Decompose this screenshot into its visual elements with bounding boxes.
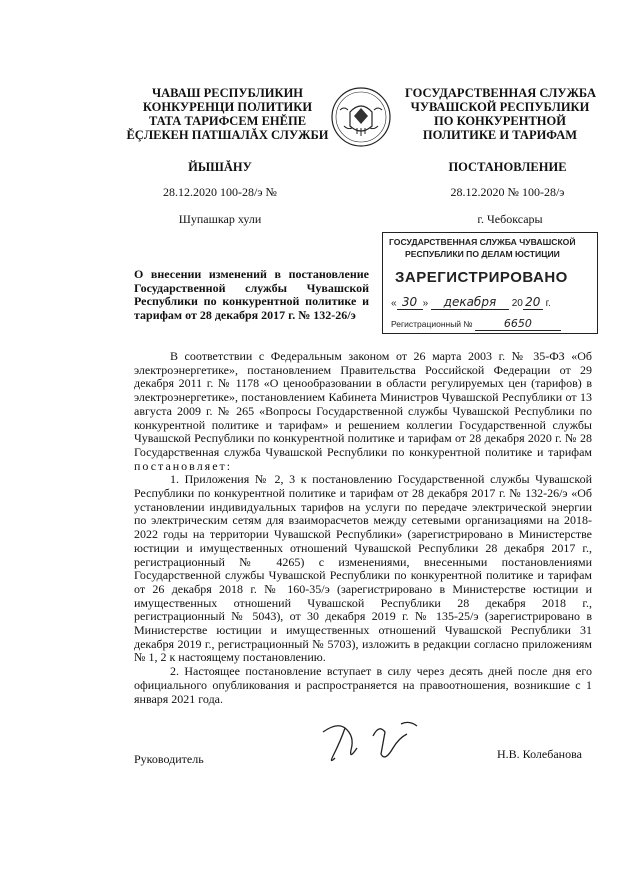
header-right-line: ГОСУДАРСТВЕННАЯ СЛУЖБА [405, 86, 597, 100]
stamp-year-unit: г. [545, 298, 551, 309]
preamble-text: В соответствии с Федеральным законом от 26 марта 2003 г. № 35-ФЗ «Об электроэнергетике», постановлением Правительства Российской Федерации от 29 декабря 2011 г. № 1178 «О ценообразовании в области регулируемых цен (тарифов) в электроэнергетике», постановлением Кабинета Министров Чувашской Республики от 13 августа 2009 г. № 265 «Вопросы Государственной службы Чувашской Республики по конкурентной политике и тарифам» и решением коллегии Государственной службы Чувашской Республики по конкурентной политике и тарифам от 28 декабря 2020 г. № 28 Государственная служба Чувашской Республики по конкурентной политике и тарифам [134, 349, 592, 459]
body-paragraph-item-1: 1. Приложения № 2, 3 к постановлению Государственной службы Чувашской Республики по конкурентной политике и тарифам от 28 декабря 2017 г. № 132-26/э «Об установлении индивидуальных тарифов на услуги по передаче электрической энергии по электрическим сетям для взаиморасчетов между сетевыми организациями на 2018-2022 годы на территории Чувашской Республики» (зарегистрировано в Министерстве юстиции и имущественных отношений Чувашской Республики 28 декабря 2017 г., регистрационный № 4265) с изменениями, внесенными постановлениями Государственной службы Чувашской Республики по конкурентной политике и тарифам от 26 декабря 2018 г. № 160-35/э (зарегистрировано в Министерстве юстиции и имущественных отношений Чувашской Республики 28 декабря 2018 г., регистрационный № 5043), от 30 декабря 2019 г. № 135-25/э (зарегистрировано в Министерстве юстиции и имущественных отношений Чувашской Республики 31 декабря 2019 г., регистрационный № 5703), изложить в редакции согласно приложениям № 1, 2 к настоящему постановлению. [134, 472, 592, 665]
stamp-reg-row [391, 317, 561, 331]
header-left-line: ĔÇЛЕКЕН ПАТШАЛĂХ СЛУЖБИ [126, 128, 329, 142]
body-paragraph-preamble [134, 350, 592, 473]
stamp-registered-label: ЗАРЕГИСТРИРОВАНО [395, 269, 568, 286]
stamp-reg-number: 6650 [475, 317, 561, 331]
header-chuvash-org [120, 86, 335, 142]
stamp-month: декабря [431, 295, 509, 310]
document-body [134, 350, 592, 706]
header-right-line: ЧУВАШСКОЙ РЕСПУБЛИКИ [410, 100, 590, 114]
header-left-line: КОНКУРЕНЦИ ПОЛИТИКИ [142, 100, 313, 114]
doc-type-chuvash: ЙЫШĂНУ [188, 160, 252, 174]
preamble-decree-word: постановляет: [134, 458, 233, 473]
stamp-date-row: « 30 » декабря 20 20 г. [391, 295, 551, 309]
document-subject: О внесении изменений в постановление Государственной службы Чувашской Республики по конкурентной политике и тарифам от 28 декабря 2017 г. № 132-26/э [134, 267, 369, 322]
stamp-year-prefix: 20 [511, 298, 523, 309]
stamp-year-suffix: 20 [523, 295, 543, 310]
stamp-reg-label: Регистрационный № [391, 319, 473, 329]
coat-of-arms-emblem-icon [330, 86, 392, 148]
signatory-position: Руководитель [134, 752, 204, 766]
header-right-line: ПОЛИТИКЕ И ТАРИФАМ [422, 128, 578, 142]
header-left-line: ЧАВАШ РЕСПУБЛИКИН [151, 86, 304, 100]
place-chuvash: Шупашкар хули [178, 212, 262, 226]
body-paragraph-item-2: 2. Настоящее постановление вступает в силу через десять дней после дня его официального опубликования и распространяется на правоотношения, возникшие с 1 января 2021 года. [134, 664, 592, 706]
signatory-name: Н.В. Колебанова [497, 747, 582, 761]
stamp-org-line1: ГОСУДАРСТВЕННАЯ СЛУЖБА ЧУВАШСКОЙ [389, 237, 576, 247]
stamp-day: 30 [397, 295, 423, 310]
stamp-org-line2: РЕСПУБЛИКИ ПО ДЕЛАМ ЮСТИЦИИ [405, 249, 560, 259]
handwritten-signature-icon [315, 718, 435, 768]
doc-date-number-chuvash: 28.12.2020 100-28/э № [163, 185, 277, 199]
header-right-line: ПО КОНКУРЕНТНОЙ [434, 114, 566, 128]
place-russian: г. Чебоксары [477, 212, 543, 226]
doc-type-russian: ПОСТАНОВЛЕНИЕ [448, 160, 567, 174]
header-russian-org [405, 86, 595, 142]
registration-stamp [382, 232, 598, 334]
header-left-line: ТАТА ТАРИФСЕМ ЕНĔПЕ [148, 114, 307, 128]
doc-date-number-russian: 28.12.2020 № 100-28/э [450, 185, 565, 199]
